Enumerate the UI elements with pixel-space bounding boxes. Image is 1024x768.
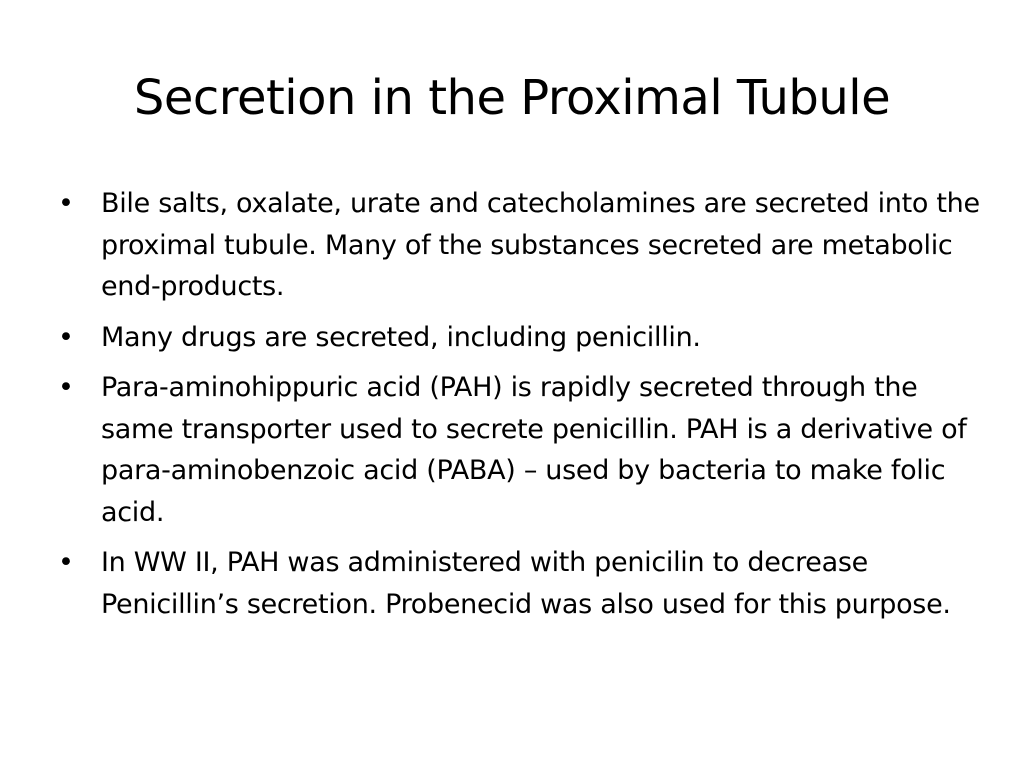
bullet-text: Many drugs are secreted, including penicillin. [101,321,701,353]
bullet-icon: • [58,547,74,578]
bullet-item [56,542,986,625]
slide-title: Secretion in the Proximal Tubule [133,70,891,126]
bullet-item [56,183,986,308]
bullet-list [56,183,986,634]
bullet-icon: • [58,188,74,219]
bullet-icon: • [58,321,74,353]
bullet-text: In WW II, PAH was administered with penicilin to decrease Penicillin’s secretion. Probenecid was also used for this purpose. [101,547,951,620]
bullet-item [56,317,986,359]
bullet-item [56,367,986,533]
bullet-text: Para-aminohippuric acid (PAH) is rapidly secreted through the same transporter used to secrete penicillin. PAH is a derivative of para-aminobenzoic acid (PABA) – used by bacteria to make folic acid. [101,372,967,528]
bullet-text: Bile salts, oxalate, urate and catecholamines are secreted into the proximal tubule. Many of the substances secreted are metabolic end-products. [101,188,980,302]
bullet-icon: • [58,372,74,403]
